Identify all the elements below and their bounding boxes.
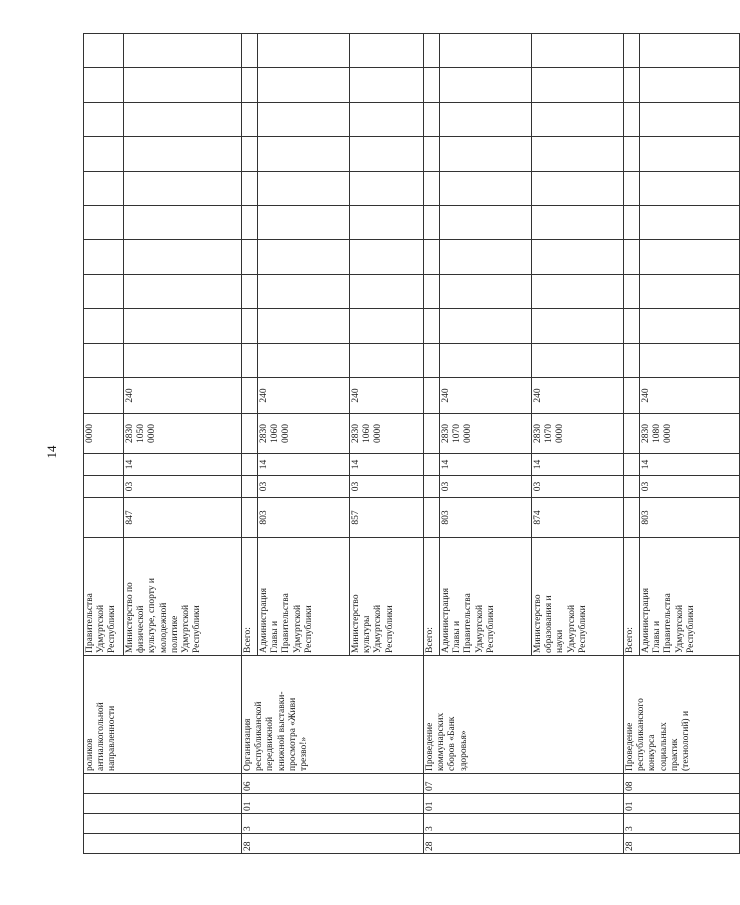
empty-value-cell (440, 343, 532, 377)
empty-value-cell (124, 68, 242, 102)
empty-value-cell (258, 68, 350, 102)
empty-value-cell (242, 171, 258, 205)
section-cell (624, 476, 640, 498)
target-article-cell (424, 414, 440, 454)
empty-value-cell (350, 102, 424, 136)
target-article-cell (624, 414, 640, 454)
empty-value-cell (624, 34, 640, 68)
empty-value-cell (440, 68, 532, 102)
empty-value-cell (242, 137, 258, 171)
empty-value-cell (532, 274, 624, 308)
empty-value-cell (424, 102, 440, 136)
target-article-cell: 2830 1070 0000 (532, 414, 624, 454)
executor-cell: Всего: (624, 538, 640, 656)
target-article-cell: 2830 1050 0000 (124, 414, 242, 454)
empty-value-cell (640, 171, 740, 205)
target-article-cell (242, 414, 258, 454)
empty-value-cell (624, 240, 640, 274)
subsection-cell (624, 454, 640, 476)
empty-value-cell (624, 274, 640, 308)
table-row (424, 34, 440, 854)
empty-value-cell (84, 68, 124, 102)
expense-type-cell (624, 378, 640, 414)
empty-value-cell (258, 343, 350, 377)
section-cell: 03 (124, 476, 242, 498)
empty-value-cell (350, 68, 424, 102)
empty-value-cell (440, 309, 532, 343)
code-cell (84, 834, 242, 854)
target-article-cell: 2830 1080 0000 (640, 414, 740, 454)
code-cell: 01 (424, 794, 624, 814)
empty-value-cell (242, 34, 258, 68)
code-cell: 3 (424, 814, 624, 834)
subsection-cell: 14 (640, 454, 740, 476)
empty-value-cell (424, 274, 440, 308)
empty-value-cell (124, 137, 242, 171)
empty-value-cell (640, 137, 740, 171)
empty-value-cell (84, 137, 124, 171)
executor-cell: Министерство образования и науки Удмуртской Республики (532, 538, 624, 656)
empty-value-cell (440, 171, 532, 205)
code-cell (84, 774, 242, 794)
section-cell: 03 (258, 476, 350, 498)
grbs-cell (424, 498, 440, 538)
grbs-cell (624, 498, 640, 538)
empty-value-cell (532, 102, 624, 136)
empty-value-cell (258, 137, 350, 171)
program-table (83, 33, 740, 854)
empty-value-cell (424, 171, 440, 205)
subsection-cell: 14 (350, 454, 424, 476)
empty-value-cell (640, 102, 740, 136)
grbs-cell (84, 498, 124, 538)
empty-value-cell (350, 343, 424, 377)
empty-value-cell (84, 206, 124, 240)
code-cell: 3 (624, 814, 740, 834)
empty-value-cell (532, 240, 624, 274)
code-cell: 08 (624, 774, 740, 794)
measure-name-cell: Организация республиканской передвижной книжной выставки- просмотра «Живи трезво!» (242, 656, 424, 774)
empty-value-cell (624, 137, 640, 171)
empty-value-cell (424, 137, 440, 171)
empty-value-cell (124, 34, 242, 68)
section-cell (242, 476, 258, 498)
empty-value-cell (124, 274, 242, 308)
expense-type-cell (424, 378, 440, 414)
empty-value-cell (350, 274, 424, 308)
empty-value-cell (84, 171, 124, 205)
grbs-cell: 803 (258, 498, 350, 538)
expense-type-cell: 240 (350, 378, 424, 414)
empty-value-cell (440, 274, 532, 308)
target-article-cell: 0000 (84, 414, 124, 454)
section-cell: 03 (440, 476, 532, 498)
empty-value-cell (640, 206, 740, 240)
code-cell: 28 (624, 834, 740, 854)
empty-value-cell (532, 68, 624, 102)
empty-value-cell (532, 343, 624, 377)
measure-name-cell: Проведение коммунарских сборов «Банк здоровья» (424, 656, 624, 774)
empty-value-cell (440, 102, 532, 136)
empty-value-cell (242, 309, 258, 343)
empty-value-cell (84, 34, 124, 68)
grbs-cell: 857 (350, 498, 424, 538)
empty-value-cell (424, 309, 440, 343)
empty-value-cell (258, 274, 350, 308)
empty-value-cell (640, 309, 740, 343)
empty-value-cell (532, 34, 624, 68)
grbs-cell: 874 (532, 498, 624, 538)
measure-name-cell: роликов антиалкогольной направленности (84, 656, 242, 774)
expense-type-cell: 240 (440, 378, 532, 414)
expense-type-cell: 240 (532, 378, 624, 414)
grbs-cell: 847 (124, 498, 242, 538)
expense-type-cell (242, 378, 258, 414)
subsection-cell: 14 (124, 454, 242, 476)
expense-type-cell (84, 378, 124, 414)
subsection-cell (84, 454, 124, 476)
empty-value-cell (242, 68, 258, 102)
executor-cell: Всего: (242, 538, 258, 656)
target-article-cell: 2830 1070 0000 (440, 414, 532, 454)
empty-value-cell (640, 240, 740, 274)
table-row (84, 34, 124, 854)
target-article-cell: 2830 1060 0000 (258, 414, 350, 454)
empty-value-cell (84, 343, 124, 377)
empty-value-cell (258, 309, 350, 343)
section-cell: 03 (350, 476, 424, 498)
empty-value-cell (84, 274, 124, 308)
executor-cell: Всего: (424, 538, 440, 656)
empty-value-cell (424, 206, 440, 240)
empty-value-cell (424, 240, 440, 274)
page-number: 14 (44, 445, 59, 459)
empty-value-cell (424, 34, 440, 68)
empty-value-cell (624, 206, 640, 240)
code-cell: 3 (242, 814, 424, 834)
subsection-cell: 14 (532, 454, 624, 476)
table-sheet (83, 34, 696, 854)
empty-value-cell (124, 343, 242, 377)
empty-value-cell (624, 68, 640, 102)
grbs-cell: 803 (440, 498, 532, 538)
empty-value-cell (532, 137, 624, 171)
subsection-cell (242, 454, 258, 476)
empty-value-cell (84, 309, 124, 343)
empty-value-cell (124, 171, 242, 205)
empty-value-cell (258, 240, 350, 274)
empty-value-cell (640, 68, 740, 102)
subsection-cell: 14 (440, 454, 532, 476)
empty-value-cell (440, 206, 532, 240)
empty-value-cell (624, 102, 640, 136)
section-cell: 03 (640, 476, 740, 498)
executor-cell: Министерство по физической культуре, спорту и молодежной политике Удмуртской Республики (124, 538, 242, 656)
code-cell: 01 (624, 794, 740, 814)
empty-value-cell (84, 102, 124, 136)
code-cell (84, 814, 242, 834)
empty-value-cell (640, 343, 740, 377)
code-cell: 28 (424, 834, 624, 854)
grbs-cell (242, 498, 258, 538)
target-article-cell: 2830 1060 0000 (350, 414, 424, 454)
expense-type-cell: 240 (640, 378, 740, 414)
code-cell: 07 (424, 774, 624, 794)
empty-value-cell (258, 206, 350, 240)
empty-value-cell (532, 206, 624, 240)
empty-value-cell (532, 309, 624, 343)
code-cell (84, 794, 242, 814)
measure-name-cell: Проведение республиканского конкурса социальных практик (технологий) и (624, 656, 740, 774)
empty-value-cell (424, 343, 440, 377)
empty-value-cell (350, 309, 424, 343)
table-row (624, 34, 640, 854)
empty-value-cell (624, 309, 640, 343)
empty-value-cell (124, 309, 242, 343)
section-cell: 03 (532, 476, 624, 498)
empty-value-cell (624, 171, 640, 205)
executor-cell: Администрация Главы и Правительства Удмуртской Республики (640, 538, 740, 656)
empty-value-cell (350, 137, 424, 171)
empty-value-cell (242, 102, 258, 136)
empty-value-cell (242, 274, 258, 308)
empty-value-cell (350, 240, 424, 274)
table-row (242, 34, 258, 854)
section-cell (84, 476, 124, 498)
section-cell (424, 476, 440, 498)
code-cell: 06 (242, 774, 424, 794)
empty-value-cell (424, 68, 440, 102)
empty-value-cell (440, 34, 532, 68)
empty-value-cell (350, 34, 424, 68)
executor-cell: Администрация Главы и Правительства Удмуртской Республики (440, 538, 532, 656)
empty-value-cell (532, 171, 624, 205)
empty-value-cell (258, 34, 350, 68)
empty-value-cell (124, 102, 242, 136)
empty-value-cell (242, 343, 258, 377)
empty-value-cell (350, 206, 424, 240)
empty-value-cell (640, 274, 740, 308)
empty-value-cell (624, 343, 640, 377)
empty-value-cell (440, 137, 532, 171)
empty-value-cell (440, 240, 532, 274)
executor-cell: Министерство культуры Удмуртской Республики (350, 538, 424, 656)
empty-value-cell (242, 206, 258, 240)
empty-value-cell (258, 171, 350, 205)
empty-value-cell (242, 240, 258, 274)
executor-cell: Администрация Главы и Правительства Удмуртской Республики (258, 538, 350, 656)
empty-value-cell (640, 34, 740, 68)
empty-value-cell (124, 206, 242, 240)
code-cell: 28 (242, 834, 424, 854)
grbs-cell: 803 (640, 498, 740, 538)
expense-type-cell: 240 (258, 378, 350, 414)
empty-value-cell (84, 240, 124, 274)
empty-value-cell (258, 102, 350, 136)
subsection-cell (424, 454, 440, 476)
code-cell: 01 (242, 794, 424, 814)
executor-cell: Правительства Удмуртской Республики (84, 538, 124, 656)
empty-value-cell (124, 240, 242, 274)
empty-value-cell (350, 171, 424, 205)
expense-type-cell: 240 (124, 378, 242, 414)
subsection-cell: 14 (258, 454, 350, 476)
